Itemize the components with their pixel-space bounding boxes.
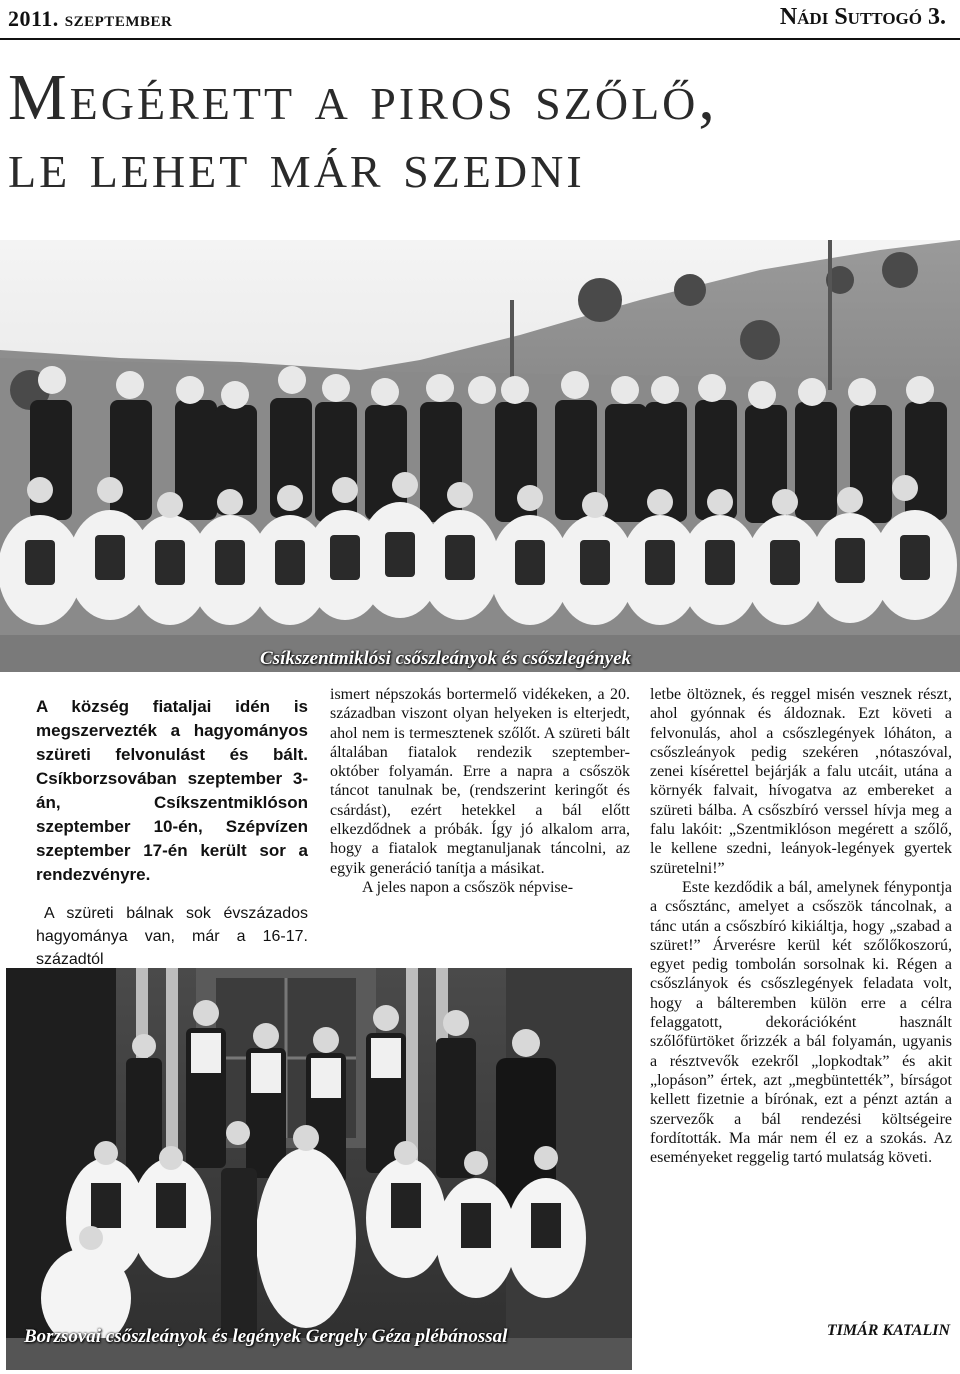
top-photo-caption: Csíkszentmiklósi csőszleányok és csőszlegények: [260, 648, 632, 669]
article-lead-body: A szüreti bálnak sok évszázados hagyománya van, már a 16-17. századtól: [36, 905, 308, 968]
col2-paragraph-2: A jeles napon a csőszök népvise-: [362, 878, 574, 896]
col2-paragraph-1: ismert népszokás bortermelő vidékeken, a 20. században viszont olyan helyeken is elterjedt, ahol nem is termesztenek szőlőt. A szüreti bált általában fiatalok rendezik szeptember-október folyamán. Erre a napra a csőszök táncot tanulnak be, (rendszerint keringőt és csárdást), ezért hetekkel a bál előtt elkezdődnek a próbák. Így jó alkalom arra, hogy a fiatalok megtanuljanak táncolni, az egyik generáció tanítja a másikat.: [330, 686, 630, 877]
title-line-1: Megérett a piros szőlő,: [8, 61, 718, 134]
title-line-2: le lehet már szedni: [8, 129, 585, 202]
group-photo-szentmiklos: [0, 240, 960, 672]
issue-date: [8, 6, 172, 32]
publication-name: Nádi Suttogó 3.: [779, 4, 946, 30]
header-rule: [0, 38, 960, 40]
col3-paragraph-2: Este kezdődik a bál, amelynek fénypontja a csősztánc, amelyet a csőszök táncolnak, a tánc után a csőszbíró kikiáltja, hogy „szabad a szüret!” Árverésre kerül két szőlőkoszorú, egyet pedig tombolán sorsolnak ki. Régen a csőszlányok és csőszlegények feladata volt, hogy a bálteremben külön erre a célra felaggatott, dekorációként használt szőlőfürtöket őrizzék a bál folyamán, ugyanis a résztvevők ezekről „lopkodtak” és akit „lopáson” értek, azt „megbüntették”, bírságot kellett fizetnie a bírónak, ezt a pénzt aztán a szervezők a bál rendezési költségeire fordították. Ma már nem él ez a szokás. Az eseményeket reggelig tartó mulatság követi.: [650, 878, 952, 1167]
article-author: TIMÁR KATALIN: [826, 1322, 950, 1339]
article-column-2: [330, 685, 630, 897]
article-title: [8, 61, 958, 202]
article-lead: A község fiataljai idén is megszervezték a hagyományos szüreti felvonulást és bált. Csíkborzsovában szeptember 3-án, Csíkszentmiklóson szeptember 10-én, Szépvízen szeptember 17-én került sor a rendezvényre.: [36, 697, 308, 884]
bottom-photo-caption: Borzsovai csőszleányok és legények Gergely Géza plébánossal: [24, 1326, 508, 1347]
group-photo-borzsova: [6, 968, 632, 1370]
article-column-3: [650, 685, 952, 1167]
issue-year: 2011.: [8, 6, 59, 31]
issue-month: szeptember: [64, 6, 173, 31]
col3-paragraph-1: letbe öltöznek, és reggel misén vesznek részt, ahol gyónnak és áldoznak. Ezt követi a felvonulás, ahol a csőszlegények lóháton, a csőszleányok pedig szekéren ‚nótaszóval, zenei kísérettel bejárják a falu utcáit, utána a környék falvait, hívogatva az embereket a szüreti bálba. A csőszbíró verssel hívja meg a falu lakóit: „Szentmiklóson megérett a szőlő, le kellene szedni, leányok-legények gyertek szüretelni!”: [650, 686, 952, 877]
